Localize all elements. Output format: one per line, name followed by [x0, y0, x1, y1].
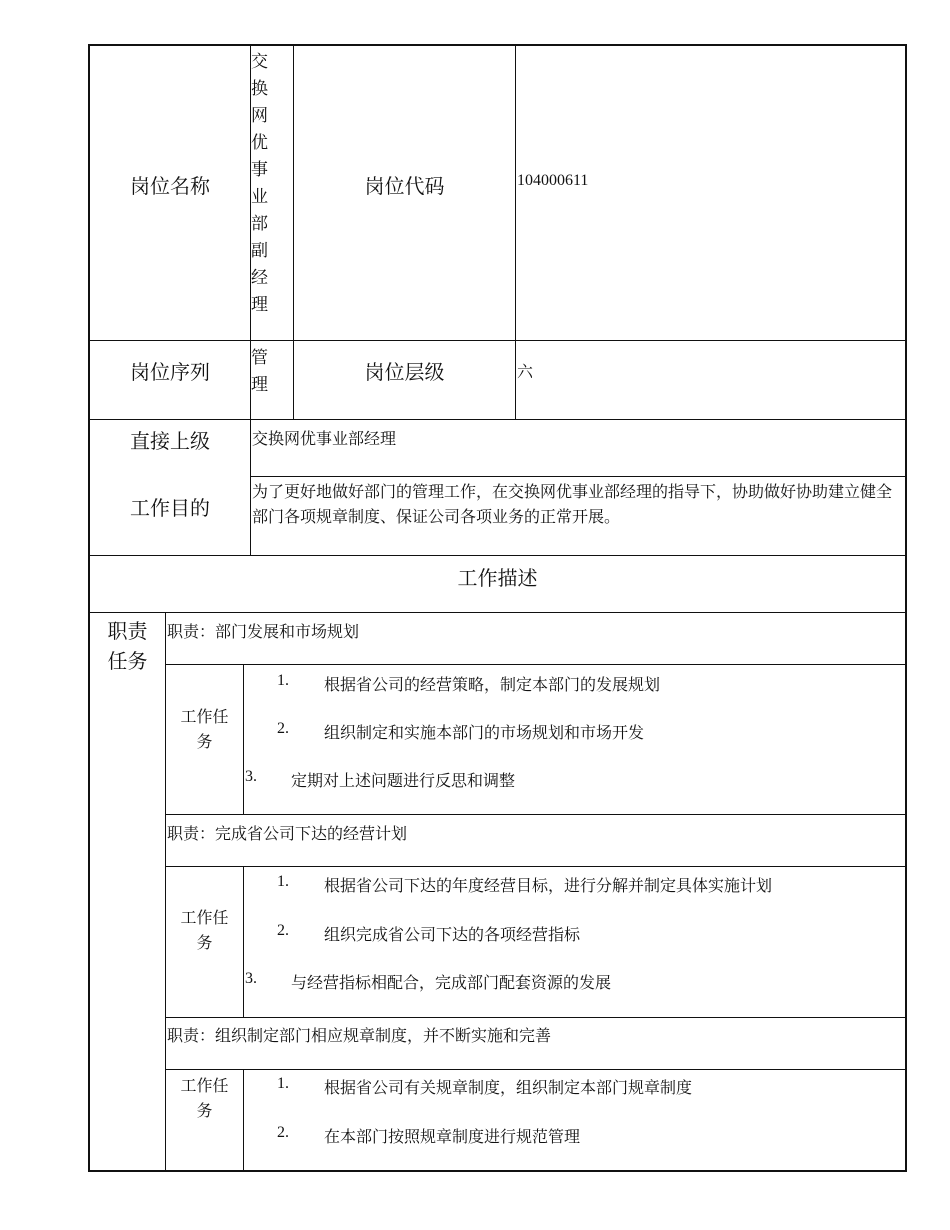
task-text: 根据省公司的经营策略，制定本部门的发展规划 [324, 677, 661, 694]
task-text: 根据省公司有关规章制度，组织制定本部门规章制度 [324, 1080, 693, 1097]
row-divider [166, 1017, 906, 1018]
task-number: 2. [277, 922, 289, 939]
sequence-value: 管 理 [251, 348, 268, 394]
task-label: 工作任 务 [180, 1078, 229, 1120]
task-label: 工作任 务 [180, 910, 229, 952]
job-description-table [88, 44, 907, 1172]
level-value: 六 [517, 364, 534, 381]
row-divider [166, 1069, 906, 1070]
row-divider [166, 664, 906, 665]
task-number: 1. [277, 1075, 289, 1092]
row-divider [89, 612, 906, 613]
task-label: 工作任 务 [180, 709, 229, 751]
duty-title: 职责：完成省公司下达的经营计划 [167, 826, 408, 843]
post-name-label: 岗位名称 [130, 176, 210, 198]
col-divider [243, 866, 244, 1018]
row-divider [251, 476, 906, 477]
task-text: 与经营指标相配合，完成部门配套资源的发展 [291, 975, 612, 992]
duty-title: 职责：组织制定部门相应规章制度，并不断实施和完善 [167, 1028, 552, 1045]
superior-value: 交换网优事业部经理 [252, 431, 397, 448]
row-divider [89, 555, 906, 556]
duty-task-label: 职责 任务 [107, 621, 148, 673]
task-text: 组织完成省公司下达的各项经营指标 [324, 927, 581, 944]
task-number: 1. [277, 672, 289, 689]
duty-title: 职责：部门发展和市场规划 [167, 624, 360, 641]
row-divider [89, 419, 906, 420]
task-text: 根据省公司下达的年度经营目标，进行分解并制定具体实施计划 [324, 878, 773, 895]
post-name-value: 交 换 网 优 事 业 部 副 经 理 [251, 52, 268, 314]
task-number: 3. [245, 768, 257, 785]
post-code-label: 岗位代码 [364, 176, 445, 198]
task-number: 2. [277, 720, 289, 737]
row-divider [166, 866, 906, 867]
description-title: 工作描述 [457, 568, 538, 590]
task-number: 2. [277, 1124, 289, 1141]
row-divider [166, 814, 906, 815]
task-text: 在本部门按照规章制度进行规范管理 [324, 1129, 581, 1146]
col-divider [243, 1069, 244, 1171]
purpose-value: 为了更好地做好部门的管理工作，在交换网优事业部经理的指导下，协助做好协助建立健全部门各项规章制度、保证公司各项业务的正常开展。 [252, 484, 893, 526]
sequence-label: 岗位序列 [130, 362, 210, 384]
task-number: 3. [245, 970, 257, 987]
task-text: 组织制定和实施本部门的市场规划和市场开发 [324, 725, 645, 742]
task-number: 1. [277, 873, 289, 890]
level-label: 岗位层级 [364, 362, 445, 384]
superior-label: 直接上级 [130, 431, 210, 453]
row-divider [89, 340, 906, 341]
col-divider [243, 664, 244, 815]
post-code-value: 104000611 [517, 172, 589, 189]
col-divider [515, 45, 516, 420]
task-text: 定期对上述问题进行反思和调整 [291, 773, 516, 790]
purpose-label: 工作目的 [130, 498, 210, 520]
